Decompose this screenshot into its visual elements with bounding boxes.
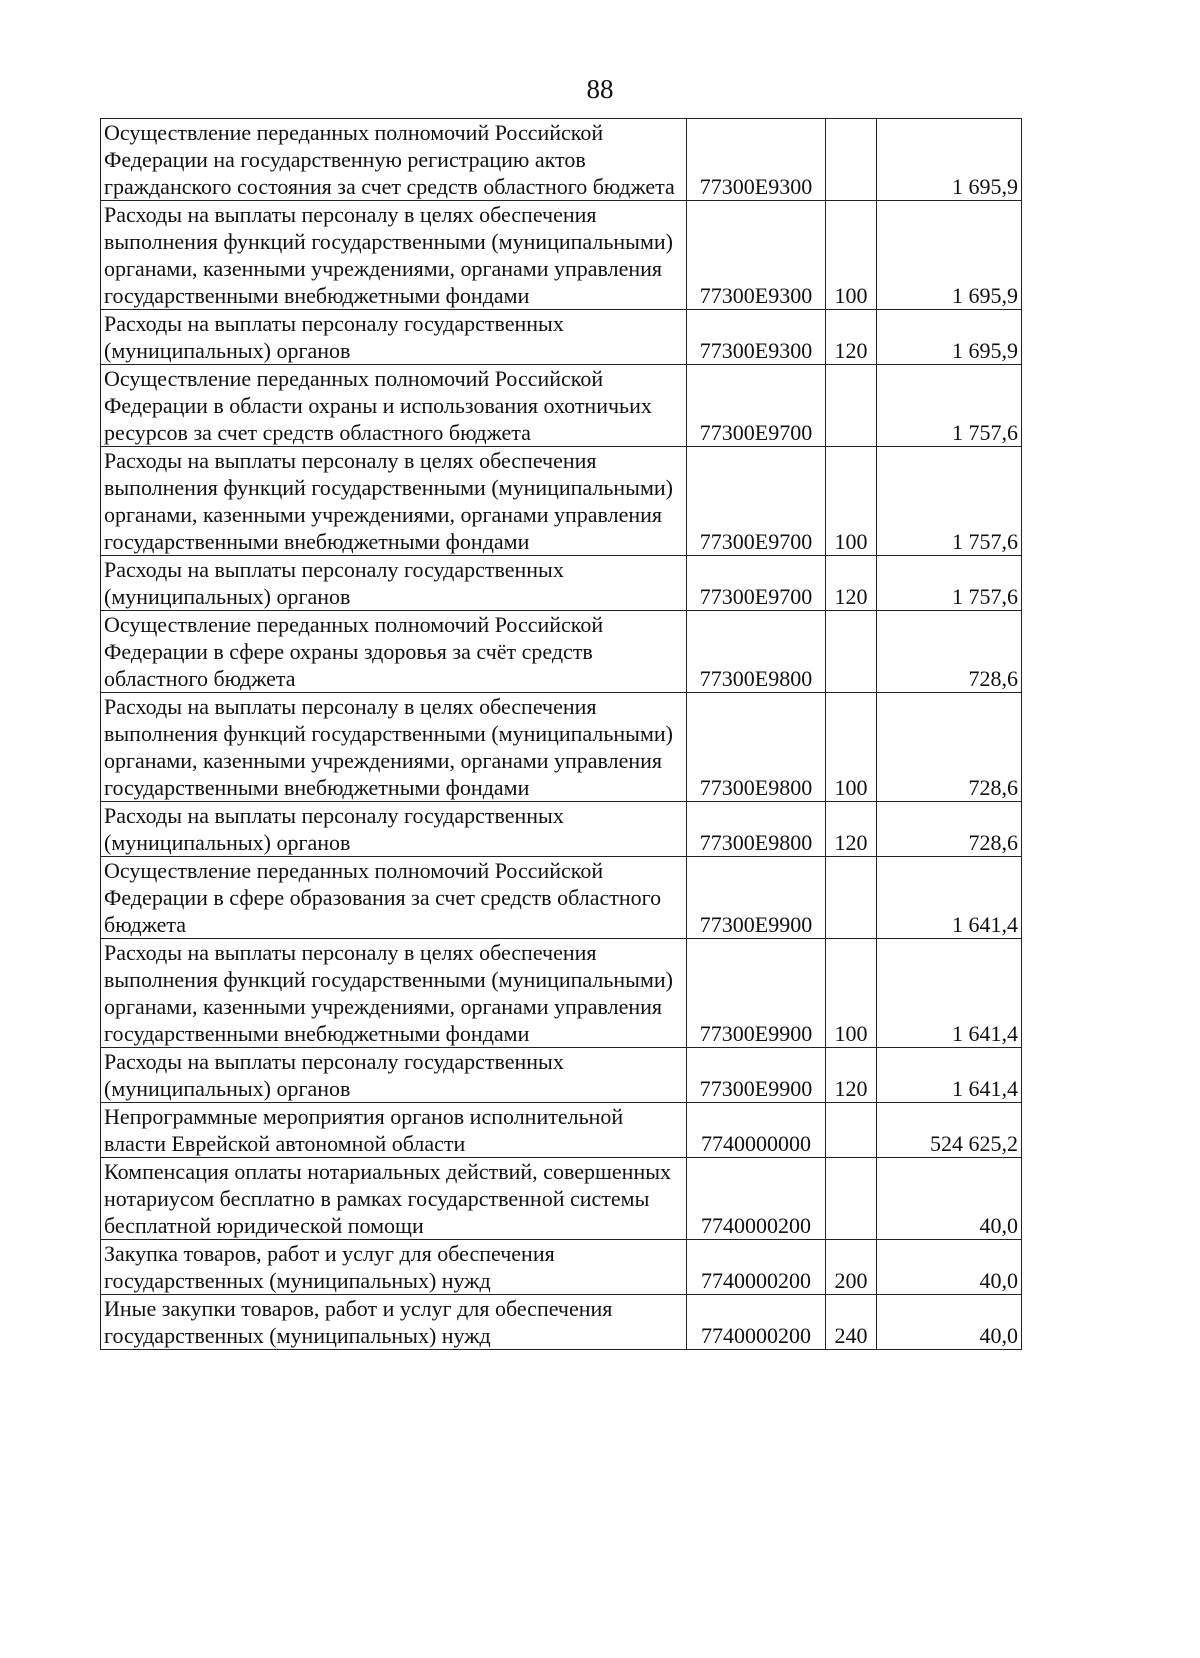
row-amount: 1 695,9 <box>877 119 1022 201</box>
table-row <box>101 1295 1022 1350</box>
budget-table-body <box>101 119 1022 1350</box>
row-target-code: 77300E9300 <box>687 310 826 365</box>
row-amount: 1 641,4 <box>877 939 1022 1048</box>
row-amount: 1 695,9 <box>877 201 1022 310</box>
table-row <box>101 857 1022 939</box>
row-description: Закупка товаров, работ и услуг для обеспечения государственных (муниципальных) нужд <box>101 1240 687 1295</box>
row-amount: 524 625,2 <box>877 1103 1022 1158</box>
row-amount: 728,6 <box>877 693 1022 802</box>
table-row <box>101 201 1022 310</box>
table-row <box>101 556 1022 611</box>
row-expense-type <box>826 857 877 939</box>
row-description: Расходы на выплаты персоналу в целях обеспечения выполнения функций государственными (муниципальными) органами, казенными учреждениями, органами управления государственными внебюджетными фондами <box>101 447 687 556</box>
row-description: Осуществление переданных полномочий Российской Федерации в области охраны и использования охотничьих ресурсов за счет средств областного бюджета <box>101 365 687 447</box>
row-target-code: 7740000200 <box>687 1295 826 1350</box>
row-target-code: 77300E9800 <box>687 802 826 857</box>
row-target-code: 77300E9700 <box>687 365 826 447</box>
row-expense-type: 240 <box>826 1295 877 1350</box>
row-amount: 728,6 <box>877 802 1022 857</box>
row-amount: 40,0 <box>877 1158 1022 1240</box>
row-amount: 1 757,6 <box>877 556 1022 611</box>
table-row <box>101 1048 1022 1103</box>
row-expense-type: 100 <box>826 447 877 556</box>
row-amount: 1 757,6 <box>877 365 1022 447</box>
row-amount: 728,6 <box>877 611 1022 693</box>
row-expense-type <box>826 365 877 447</box>
table-row <box>101 1158 1022 1240</box>
row-expense-type <box>826 611 877 693</box>
row-target-code: 77300E9800 <box>687 693 826 802</box>
table-row <box>101 447 1022 556</box>
row-description: Расходы на выплаты персоналу государственных (муниципальных) органов <box>101 1048 687 1103</box>
row-expense-type: 120 <box>826 310 877 365</box>
row-target-code: 77300E9700 <box>687 447 826 556</box>
table-row <box>101 1240 1022 1295</box>
row-description: Осуществление переданных полномочий Российской Федерации в сфере образования за счет средств областного бюджета <box>101 857 687 939</box>
row-amount: 1 757,6 <box>877 447 1022 556</box>
row-target-code: 7740000000 <box>687 1103 826 1158</box>
row-description: Иные закупки товаров, работ и услуг для обеспечения государственных (муниципальных) нужд <box>101 1295 687 1350</box>
row-description: Расходы на выплаты персоналу государственных (муниципальных) органов <box>101 310 687 365</box>
row-target-code: 77300E9300 <box>687 119 826 201</box>
table-row <box>101 1103 1022 1158</box>
row-target-code: 7740000200 <box>687 1158 826 1240</box>
row-target-code: 77300E9900 <box>687 1048 826 1103</box>
page-number: 88 <box>586 74 614 104</box>
row-amount: 1 695,9 <box>877 310 1022 365</box>
row-expense-type: 120 <box>826 556 877 611</box>
row-target-code: 77300E9300 <box>687 201 826 310</box>
row-expense-type: 120 <box>826 1048 877 1103</box>
row-expense-type: 100 <box>826 939 877 1048</box>
row-expense-type: 100 <box>826 693 877 802</box>
row-expense-type <box>826 119 877 201</box>
row-description: Расходы на выплаты персоналу в целях обеспечения выполнения функций государственными (муниципальными) органами, казенными учреждениями, органами управления государственными внебюджетными фондами <box>101 201 687 310</box>
row-amount: 40,0 <box>877 1295 1022 1350</box>
row-amount: 1 641,4 <box>877 1048 1022 1103</box>
row-expense-type: 200 <box>826 1240 877 1295</box>
row-amount: 1 641,4 <box>877 857 1022 939</box>
table-row <box>101 939 1022 1048</box>
table-row <box>101 611 1022 693</box>
row-expense-type <box>826 1158 877 1240</box>
row-description: Расходы на выплаты персоналу в целях обеспечения выполнения функций государственными (муниципальными) органами, казенными учреждениями, органами управления государственными внебюджетными фондами <box>101 939 687 1048</box>
row-target-code: 77300E9900 <box>687 939 826 1048</box>
row-expense-type <box>826 1103 877 1158</box>
row-description: Расходы на выплаты персоналу государственных (муниципальных) органов <box>101 556 687 611</box>
row-target-code: 7740000200 <box>687 1240 826 1295</box>
row-target-code: 77300E9900 <box>687 857 826 939</box>
table-row <box>101 119 1022 201</box>
row-target-code: 77300E9800 <box>687 611 826 693</box>
row-expense-type: 120 <box>826 802 877 857</box>
row-description: Непрограммные мероприятия органов исполнительной власти Еврейской автономной области <box>101 1103 687 1158</box>
table-row <box>101 693 1022 802</box>
table-row <box>101 802 1022 857</box>
budget-table <box>100 118 1022 1350</box>
row-expense-type: 100 <box>826 201 877 310</box>
row-target-code: 77300E9700 <box>687 556 826 611</box>
row-description: Осуществление переданных полномочий Российской Федерации на государственную регистрацию актов гражданского состояния за счет средств областного бюджета <box>101 119 687 201</box>
table-row <box>101 310 1022 365</box>
row-amount: 40,0 <box>877 1240 1022 1295</box>
row-description: Расходы на выплаты персоналу в целях обеспечения выполнения функций государственными (муниципальными) органами, казенными учреждениями, органами управления государственными внебюджетными фондами <box>101 693 687 802</box>
row-description: Осуществление переданных полномочий Российской Федерации в сфере охраны здоровья за счёт средств областного бюджета <box>101 611 687 693</box>
table-row <box>101 365 1022 447</box>
row-description: Компенсация оплаты нотариальных действий, совершенных нотариусом бесплатно в рамках государственной системы бесплатной юридической помощи <box>101 1158 687 1240</box>
row-description: Расходы на выплаты персоналу государственных (муниципальных) органов <box>101 802 687 857</box>
